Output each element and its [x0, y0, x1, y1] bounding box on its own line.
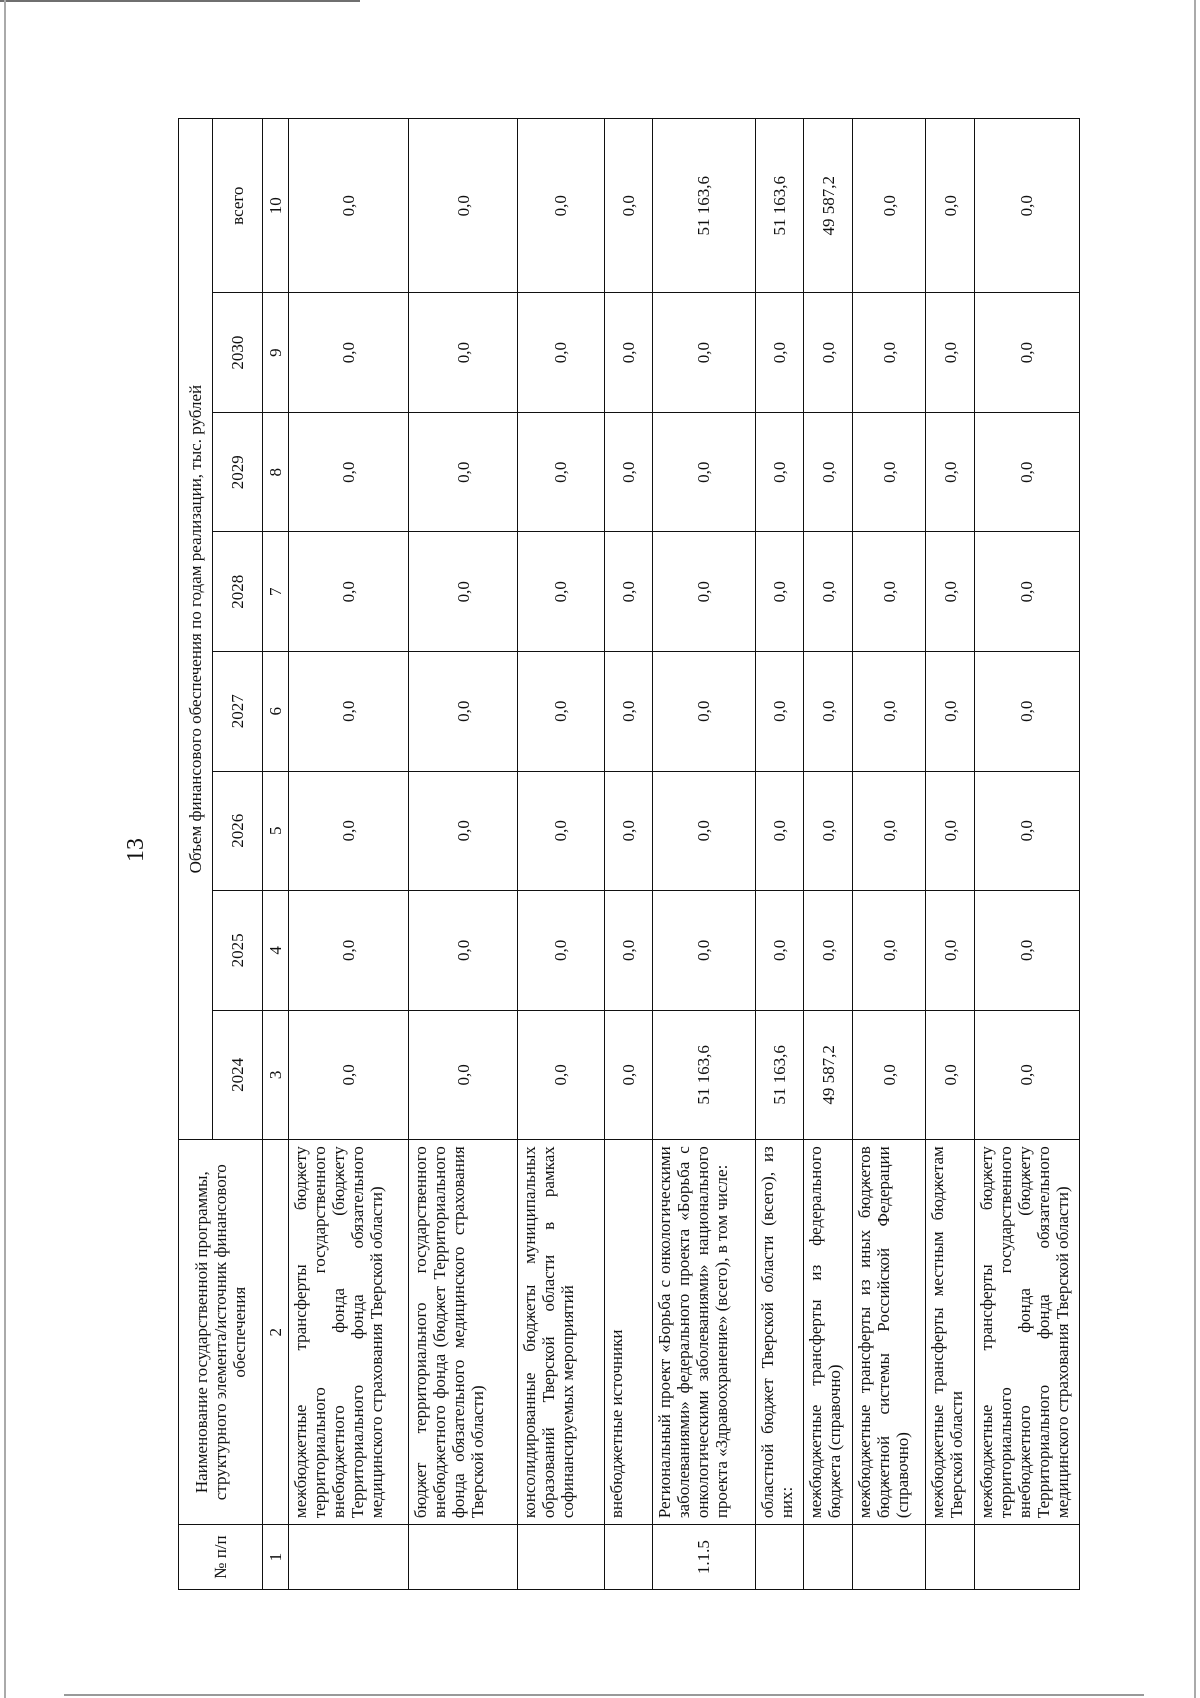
column-number-cell: 4	[263, 891, 289, 1011]
value-cell: 0,0	[926, 771, 974, 891]
value-cell: 0,0	[926, 891, 974, 1011]
value-cell: 0,0	[756, 651, 804, 771]
table-row	[974, 119, 1079, 1590]
value-cell: 0,0	[926, 651, 974, 771]
header-year-cell: 2026	[213, 771, 263, 891]
header-name: Наименование государственной программы, структурного элемента/источник финансового обеспечения	[179, 1140, 263, 1525]
value-cell: 0,0	[974, 891, 1079, 1011]
value-cell: 0,0	[604, 891, 652, 1011]
value-cell: 0,0	[852, 891, 926, 1011]
value-cell: 0,0	[652, 293, 755, 413]
value-cell: 0,0	[852, 119, 926, 293]
value-cell: 0,0	[289, 293, 409, 413]
value-cell: 0,0	[852, 771, 926, 891]
scan-artifact-top	[0, 0, 360, 2]
table-row	[852, 119, 926, 1590]
row-name-cell: межбюджетные трансферты бюджету территориального государственного внебюджетного фонда (бюджету Территориального фонда обязательного медицинского страхования Тверской области)	[974, 1140, 1079, 1525]
row-number-cell	[926, 1525, 974, 1590]
value-cell: 0,0	[756, 412, 804, 532]
value-cell: 0,0	[974, 771, 1079, 891]
header-year-cell: 2024	[213, 1010, 263, 1140]
row-name-cell: Региональный проект «Борьба с онкологическими заболеваниями» федерального проекта «Борьба с онкологическими заболеваниями» национального проекта «Здравоохранение» (всего), в том числе:	[652, 1140, 755, 1525]
table-row	[652, 119, 755, 1590]
scan-artifact-left-edge	[4, 0, 6, 1698]
header-num: № п/п	[179, 1525, 263, 1590]
row-name-cell: бюджет территориального государственного внебюджетного фонда (бюджет Территориального фонда обязательного медицинского страхования Тверской области)	[408, 1140, 517, 1525]
header-year-cell: 2029	[213, 412, 263, 532]
row-name-cell: межбюджетные трансферты из федерального бюджета (справочно)	[804, 1140, 852, 1525]
header-volume: Объем финансового обеспечения по годам реализации, тыс. рублей	[179, 119, 213, 1140]
row-name-cell: внебюджетные источники	[604, 1140, 652, 1525]
header-year-cell: 2030	[213, 293, 263, 413]
value-cell: 0,0	[852, 651, 926, 771]
table-row	[518, 119, 604, 1590]
column-number-cell: 3	[263, 1010, 289, 1140]
value-cell: 0,0	[604, 651, 652, 771]
value-cell: 0,0	[974, 293, 1079, 413]
value-cell: 0,0	[289, 771, 409, 891]
value-cell: 0,0	[518, 891, 604, 1011]
value-cell: 0,0	[408, 532, 517, 652]
value-cell: 0,0	[804, 771, 852, 891]
row-number-cell	[974, 1525, 1079, 1590]
column-number-cell: 10	[263, 119, 289, 293]
value-cell: 0,0	[408, 293, 517, 413]
value-cell: 0,0	[652, 412, 755, 532]
value-cell: 0,0	[408, 771, 517, 891]
value-cell: 0,0	[756, 293, 804, 413]
value-cell: 0,0	[604, 119, 652, 293]
value-cell: 0,0	[804, 891, 852, 1011]
value-cell: 0,0	[518, 532, 604, 652]
value-cell: 0,0	[852, 293, 926, 413]
table-row	[804, 119, 852, 1590]
value-cell: 0,0	[408, 891, 517, 1011]
page-number: 13	[123, 838, 149, 862]
value-cell: 51 163,6	[652, 119, 755, 293]
value-cell: 0,0	[289, 532, 409, 652]
value-cell: 0,0	[518, 119, 604, 293]
value-cell: 0,0	[408, 412, 517, 532]
column-number-cell: 5	[263, 771, 289, 891]
value-cell: 0,0	[974, 651, 1079, 771]
row-name-cell: консолидированные бюджеты муниципальных образований Тверской области в рамках софинансируемых мероприятий	[518, 1140, 604, 1525]
value-cell: 0,0	[518, 1010, 604, 1140]
value-cell: 0,0	[804, 651, 852, 771]
value-cell: 0,0	[926, 119, 974, 293]
value-cell: 0,0	[974, 1010, 1079, 1140]
row-number-cell	[804, 1525, 852, 1590]
value-cell: 51 163,6	[652, 1010, 755, 1140]
value-cell: 0,0	[289, 412, 409, 532]
value-cell: 0,0	[974, 532, 1079, 652]
value-cell: 0,0	[289, 891, 409, 1011]
value-cell: 0,0	[652, 532, 755, 652]
value-cell: 0,0	[408, 1010, 517, 1140]
value-cell: 0,0	[289, 1010, 409, 1140]
table-row	[408, 119, 517, 1590]
table-row	[756, 119, 804, 1590]
column-number-cell: 1	[263, 1525, 289, 1590]
row-name-cell: областной бюджет Тверской области (всего), из них:	[756, 1140, 804, 1525]
table-wrapper	[178, 118, 1080, 1590]
value-cell: 0,0	[408, 651, 517, 771]
value-cell: 0,0	[604, 1010, 652, 1140]
table-row	[926, 119, 974, 1590]
row-name-cell: межбюджетные трансферты бюджету территориального государственного внебюджетного фонда (бюджету Территориального фонда обязательного медицинского страхования Тверской области)	[289, 1140, 409, 1525]
value-cell: 0,0	[518, 771, 604, 891]
value-cell: 0,0	[604, 771, 652, 891]
column-number-cell: 8	[263, 412, 289, 532]
value-cell: 0,0	[408, 119, 517, 293]
financing-table	[178, 118, 1080, 1590]
value-cell: 0,0	[289, 119, 409, 293]
value-cell: 0,0	[974, 412, 1079, 532]
value-cell: 49 587,2	[804, 1010, 852, 1140]
value-cell: 0,0	[926, 532, 974, 652]
value-cell: 0,0	[926, 293, 974, 413]
value-cell: 0,0	[518, 412, 604, 532]
header-year-cell: 2025	[213, 891, 263, 1011]
value-cell: 0,0	[604, 412, 652, 532]
value-cell: 0,0	[756, 891, 804, 1011]
value-cell: 0,0	[804, 293, 852, 413]
header-year-cell: всего	[213, 119, 263, 293]
column-number-cell: 7	[263, 532, 289, 652]
row-name-cell: межбюджетные трансферты местным бюджетам Тверской области	[926, 1140, 974, 1525]
value-cell: 0,0	[652, 651, 755, 771]
value-cell: 0,0	[289, 651, 409, 771]
column-numbers-row	[263, 119, 289, 1590]
row-number-cell	[756, 1525, 804, 1590]
value-cell: 49 587,2	[804, 119, 852, 293]
value-cell: 0,0	[756, 771, 804, 891]
row-name-cell: межбюджетные трансферты из иных бюджетов бюджетной системы Российской Федерации (справочно)	[852, 1140, 926, 1525]
value-cell: 0,0	[852, 532, 926, 652]
row-number-cell: 1.1.5	[652, 1525, 755, 1590]
value-cell: 51 163,6	[756, 119, 804, 293]
value-cell: 0,0	[652, 891, 755, 1011]
table-body	[289, 119, 1080, 1590]
value-cell: 0,0	[518, 293, 604, 413]
value-cell: 0,0	[756, 532, 804, 652]
value-cell: 0,0	[652, 771, 755, 891]
value-cell: 0,0	[852, 1010, 926, 1140]
scan-artifact-right-edge	[1194, 0, 1196, 1698]
value-cell: 0,0	[604, 532, 652, 652]
row-number-cell	[408, 1525, 517, 1590]
value-cell: 0,0	[804, 532, 852, 652]
row-number-cell	[289, 1525, 409, 1590]
header-year-cell: 2027	[213, 651, 263, 771]
header-year-cell: 2028	[213, 532, 263, 652]
row-number-cell	[852, 1525, 926, 1590]
table-row	[289, 119, 409, 1590]
column-number-cell: 9	[263, 293, 289, 413]
value-cell: 51 163,6	[756, 1010, 804, 1140]
value-cell: 0,0	[852, 412, 926, 532]
table-header	[179, 119, 289, 1590]
scan-artifact-bottom	[64, 1694, 1144, 1696]
table-row	[604, 119, 652, 1590]
value-cell: 0,0	[974, 119, 1079, 293]
value-cell: 0,0	[518, 651, 604, 771]
value-cell: 0,0	[604, 293, 652, 413]
value-cell: 0,0	[804, 412, 852, 532]
column-number-cell: 2	[263, 1140, 289, 1525]
row-number-cell	[518, 1525, 604, 1590]
row-number-cell	[604, 1525, 652, 1590]
value-cell: 0,0	[926, 412, 974, 532]
value-cell: 0,0	[926, 1010, 974, 1140]
column-number-cell: 6	[263, 651, 289, 771]
